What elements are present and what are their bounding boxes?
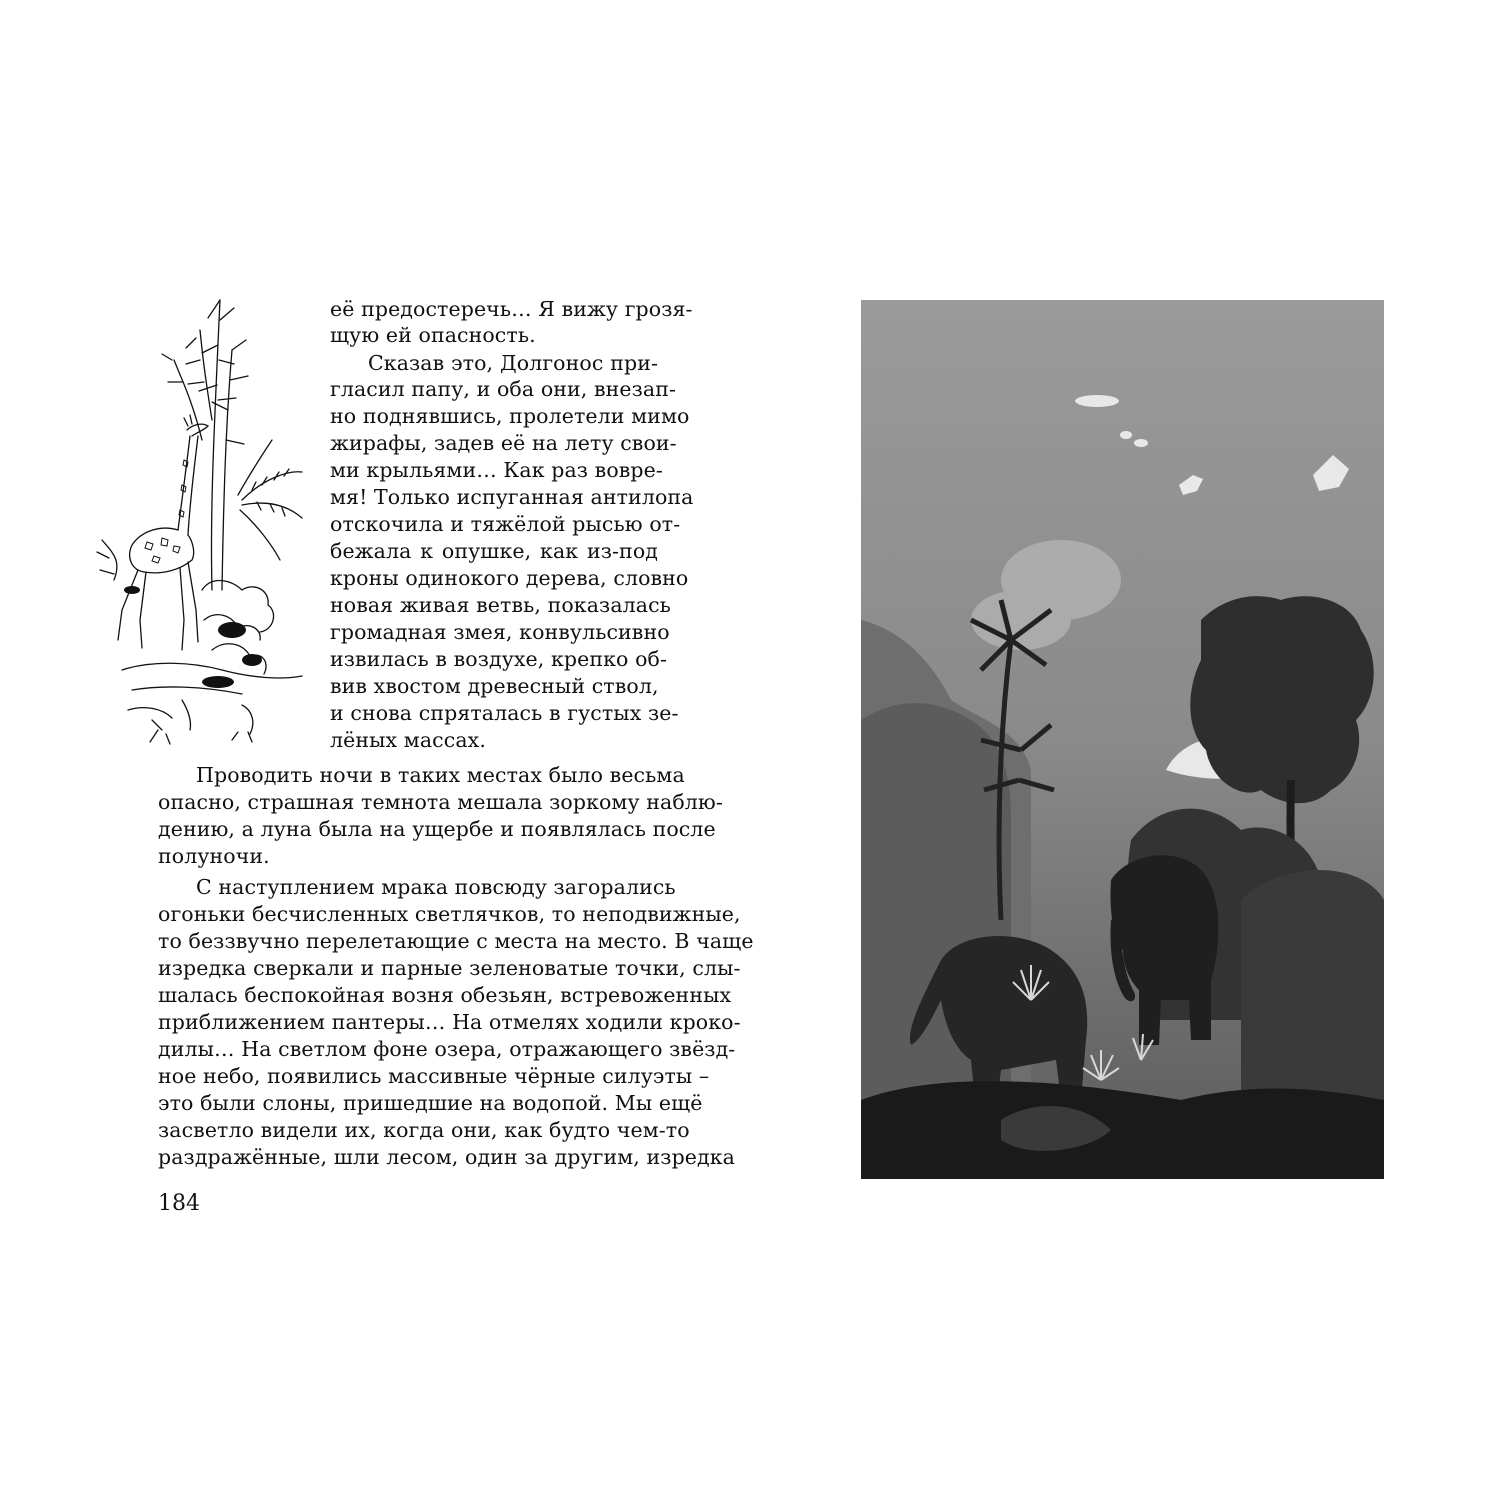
text-line: дилы… На светлом фоне озера, отражающего звёзд- <box>158 1037 736 1061</box>
elephant-icon <box>861 300 1384 1179</box>
text-line: но поднявшись, пролетели мимо <box>330 404 690 428</box>
text-line: громадная змея, конвульсивно <box>330 620 670 644</box>
text-line: щую ей опасность. <box>330 323 536 347</box>
text-line: новая живая ветвь, показалась <box>330 593 671 617</box>
giraffe-vignette-illustration <box>92 290 307 750</box>
text-line: это были слоны, пришедшие на водопой. Мы ещё <box>158 1091 703 1115</box>
text-line: гласил папу, и оба они, внезап- <box>330 377 677 401</box>
text-line: жирафы, задев её на лету свои- <box>330 431 677 455</box>
text-line: полуночи. <box>158 844 270 868</box>
text-line: огоньки бесчисленных светлячков, то неподвижные, <box>158 902 741 926</box>
text-line: дению, а луна была на ущербе и появлялась после <box>158 817 716 841</box>
text-line: приближением пантеры… На отмелях ходили кроко- <box>158 1010 741 1034</box>
text-line: опасно, страшная темнота мешала зоркому наблю- <box>158 790 723 814</box>
text-line: С наступлением мрака повсюду загорались <box>196 875 676 899</box>
text-line: вив хвостом древесный ствол, <box>330 674 659 698</box>
page-number: 184 <box>158 1191 200 1216</box>
text-line: Проводить ночи в таких местах было весьма <box>196 763 685 787</box>
text-line: изредка сверкали и парные зеленоватые точки, слы- <box>158 956 741 980</box>
text-line: бежала к опушке, как из-под <box>330 539 658 563</box>
text-line: раздражённые, шли лесом, один за другим, изредка <box>158 1145 735 1169</box>
text-line: отскочила и тяжёлой рысью от- <box>330 512 681 536</box>
text-line: Сказав это, Долгонос при- <box>368 351 658 375</box>
text-line: ми крыльями… Как раз вовре- <box>330 458 663 482</box>
text-line: то беззвучно перелетающие с места на место. В чаще <box>158 929 754 953</box>
right-page <box>750 0 1500 1500</box>
text-line: мя! Только испуганная антилопа <box>330 485 694 509</box>
elephants-jungle-illustration <box>861 300 1384 1179</box>
text-line: извилась в воздухе, крепко об- <box>330 647 667 671</box>
giraffe-icon <box>92 290 307 750</box>
text-line: ное небо, появились массивные чёрные силуэты – <box>158 1064 710 1088</box>
text-line: кроны одинокого дерева, словно <box>330 566 689 590</box>
text-line: её предостеречь… Я вижу грозя- <box>330 297 693 321</box>
text-line: шалась беспокойная возня обезьян, встревоженных <box>158 983 732 1007</box>
text-line: лёных массах. <box>330 728 486 752</box>
text-line: и снова спряталась в густых зе- <box>330 701 679 725</box>
text-line: засветло видели их, когда они, как будто чем-то <box>158 1118 690 1142</box>
